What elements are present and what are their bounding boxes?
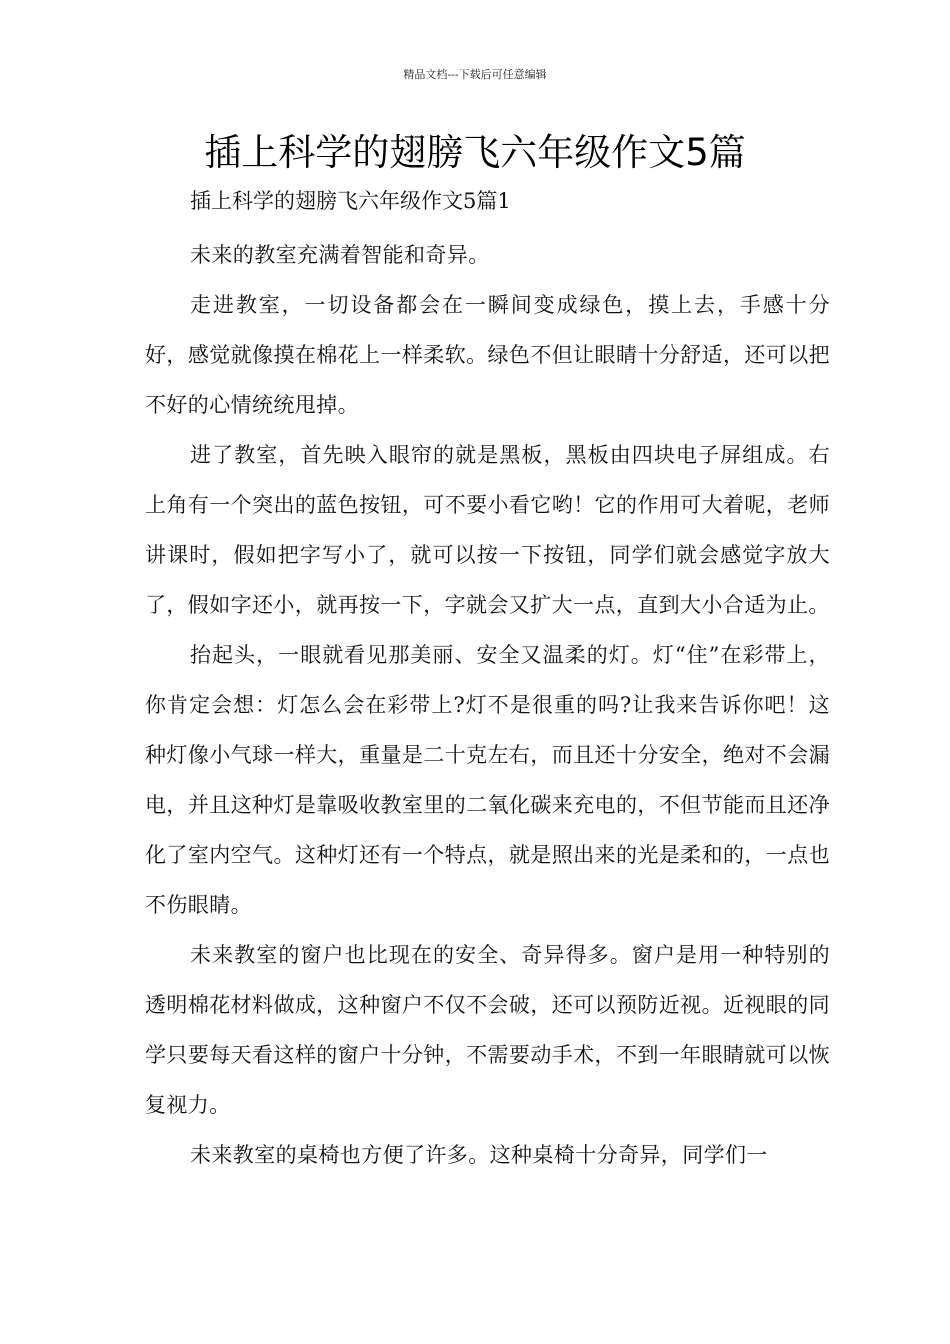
document-body (145, 230, 830, 1180)
paragraph: 进了教室，首先映入眼帘的就是黑板，黑板由四块电子屏组成。右上角有一个突出的蓝色按钮，可不要小看它哟！它的作用可大着呢，老师讲课时，假如把字写小了，就可以按一下按钮，同学们就会感觉字放大了，假如字还小，就再按一下，字就会又扩大一点，直到大小合适为止。 (145, 443, 830, 617)
page-header-note: 精品文档---下载后可任意编辑 (403, 68, 547, 81)
paragraph: 抬起头，一眼就看见那美丽、安全又温柔的灯。灯“住”在彩带上，你肯定会想：灯怎么会在彩带上?灯不是很重的吗?让我来告诉你吧！这种灯像小气球一样大，重量是二十克左右，而且还十分安全，绝对不会漏电，并且这种灯是靠吸收教室里的二氧化碳来充电的，不但节能而且还净化了室内空气。这种灯还有一个特点，就是照出来的光是柔和的，一点也不伤眼睛。 (145, 643, 830, 917)
paragraph: 未来教室的窗户也比现在的安全、奇异得多。窗户是用一种特别的透明棉花材料做成，这种窗户不仅不会破，还可以预防近视。近视眼的同学只要每天看这样的窗户十分钟，不需要动手术，不到一年眼睛就可以恢复视力。 (145, 943, 830, 1117)
document-subtitle: 插上科学的翅膀飞六年级作文5篇1 (190, 189, 511, 213)
paragraph: 走进教室，一切设备都会在一瞬间变成绿色，摸上去，手感十分好，感觉就像摸在棉花上一样柔软。绿色不但让眼睛十分舒适，还可以把不好的心情统统甩掉。 (145, 293, 830, 417)
document-title: 插上科学的翅膀飞六年级作文5篇 (204, 131, 746, 174)
paragraph: 未来的教室充满着智能和奇异。 (190, 243, 490, 267)
paragraph: 未来教室的桌椅也方便了许多。这种桌椅十分奇异，同学们一 (190, 1143, 768, 1167)
